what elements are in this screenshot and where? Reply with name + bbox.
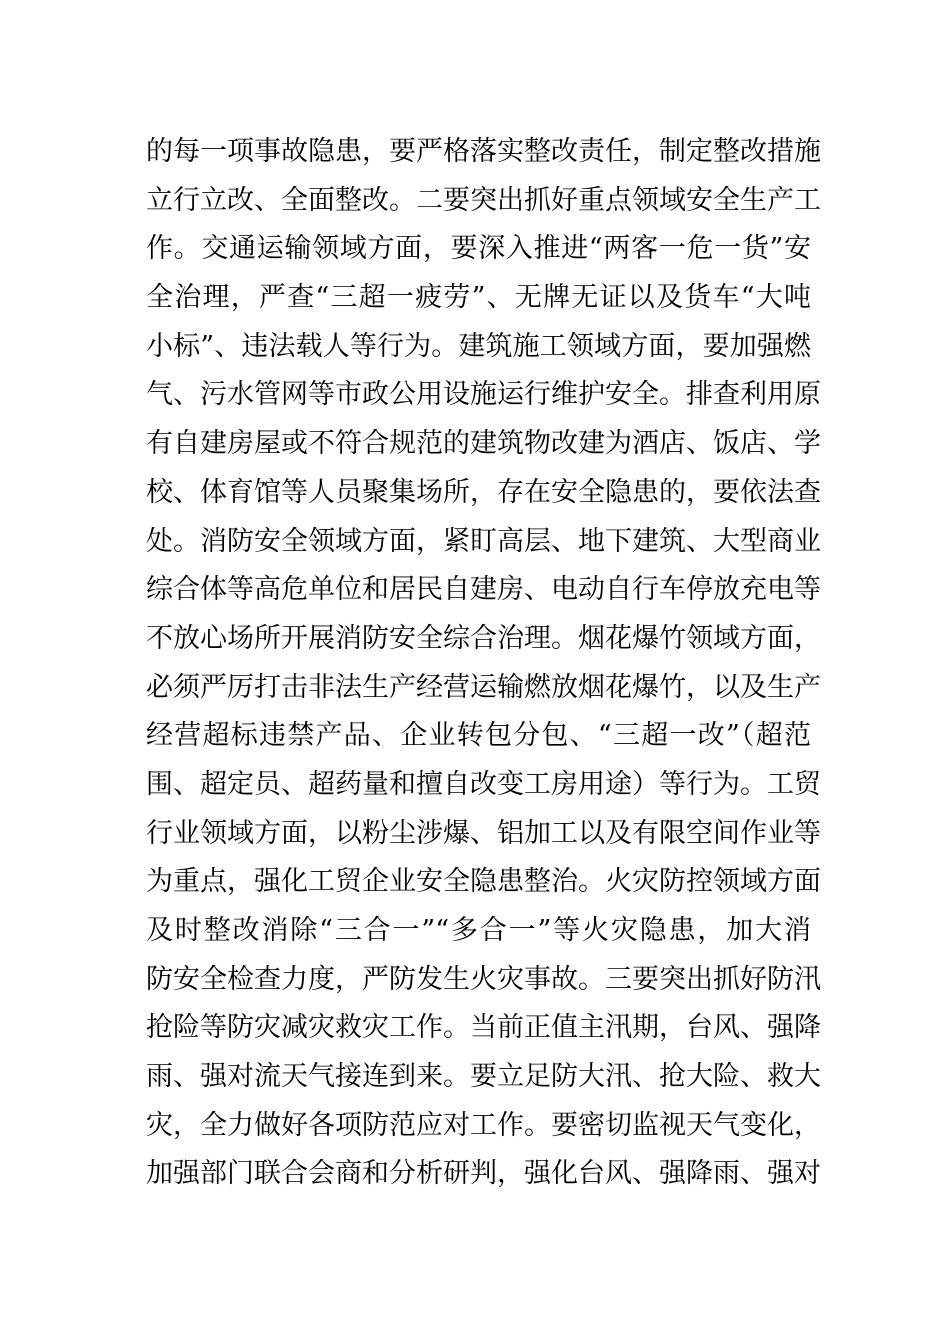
text-line: 为重点，强化工贸企业安全隐患整治。火灾防控领域方面: [146, 866, 821, 898]
text-line: 灾，全力做好各项防范应对工作。要密切监视天气变化，: [146, 1109, 821, 1141]
body-text: [146, 128, 821, 1199]
text-line: 行业领域方面，以粉尘涉爆、铝加工以及有限空间作业等: [146, 817, 821, 849]
text-line: 及时整改消除“三合一”“多合一”等火灾隐患，加大消: [146, 915, 811, 946]
text-line: 立行立改、全面整改。二要突出抓好重点领域安全生产工: [146, 184, 821, 216]
text-line: 加强部门联合会商和分析研判，强化台风、强降雨、强对: [146, 1158, 821, 1190]
text-line: 不放心场所开展消防安全综合治理。烟花爆竹领域方面，: [146, 622, 821, 654]
text-line: 围、超定员、超药量和擅自改变工房用途）等行为。工贸: [146, 768, 821, 800]
text-line: 作。交通运输领域方面，要深入推进“两客一危一货”安: [146, 233, 811, 265]
text-line: 防安全检查力度，严防发生火灾事故。三要突出抓好防汛: [146, 963, 821, 995]
text-line: 全治理，严查“三超一疲劳”、无牌无证以及货车“大吨: [146, 282, 811, 314]
text-line: 必须严厉打击非法生产经营运输燃放烟花爆竹，以及生产: [146, 671, 821, 703]
text-line: 校、体育馆等人员聚集场所，存在安全隐患的，要依法查: [146, 476, 821, 508]
text-line: 的每一项事故隐患，要严格落实整改责任，制定整改措施: [146, 136, 821, 167]
text-line: 综合体等高危单位和居民自建房、电动自行车停放充电等: [146, 574, 821, 606]
text-line: 雨、强对流天气接连到来。要立足防大汛、抢大险、救大: [146, 1061, 821, 1093]
text-line: 气、污水管网等市政公用设施运行维护安全。排查利用原: [146, 379, 821, 411]
text-line: 处。消防安全领域方面，紧盯高层、地下建筑、大型商业: [146, 525, 821, 557]
text-line: 小标”、违法载人等行为。建筑施工领域方面，要加强燃: [146, 330, 811, 362]
text-line: 有自建房屋或不符合规范的建筑物改建为酒店、饭店、学: [146, 428, 821, 460]
text-line: 抢险等防灾减灾救灾工作。当前正值主汛期，台风、强降: [146, 1012, 821, 1044]
text-line: 经营超标违禁产品、企业转包分包、“三超一改”（超范: [146, 720, 811, 752]
